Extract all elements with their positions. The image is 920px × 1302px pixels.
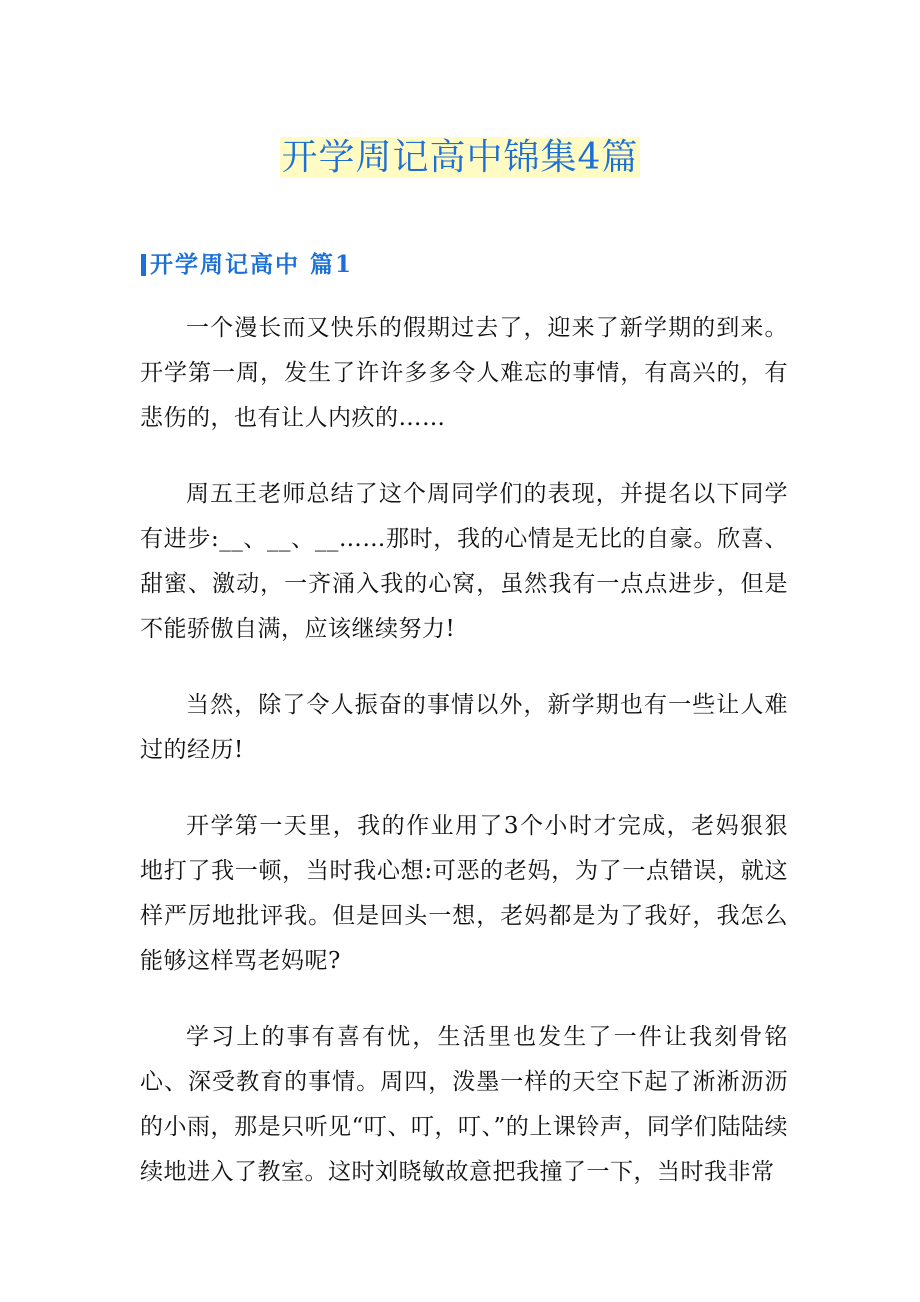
document-title-text: 开学周记高中锦集4篇 (281, 137, 639, 178)
paragraph: 当然，除了令人振奋的事情以外，新学期也有一些让人难过的经历! (140, 692, 788, 763)
paragraph: 学习上的事有喜有忧，生活里也发生了一件让我刻骨铭心、深受教育的事情。周四，泼墨一样的天空下起了淅淅沥沥的小雨，那是只听见“叮、叮，叮、”的上课铃声，同学们陆陆续续地进入了教室。这时刘晓敏故意把我撞了一下，当时我非常 (140, 1024, 788, 1185)
body-text (140, 306, 788, 1226)
section-heading (141, 248, 353, 282)
paragraph: 开学第一天里，我的作业用了3个小时才完成，老妈狠狠地打了我一顿，当时我心想:可恶的老妈，为了一点错误，就这样严厉地批评我。但是回头一想，老妈都是为了我好，我怎么能够这样骂老妈呢? (140, 813, 788, 974)
document-title (0, 132, 920, 184)
paragraph: 一个漫长而又快乐的假期过去了，迎来了新学期的到来。开学第一周，发生了许许多多令人难忘的事情，有高兴的，有悲伤的，也有让人内疚的…… (140, 315, 788, 431)
section-heading-text: 开学周记高中 篇1 (150, 251, 354, 278)
heading-marker-bar (141, 254, 146, 276)
paragraph: 周五王老师总结了这个周同学们的表现，并提名以下同学有进步:__、__、__……那时，我的心情是无比的自豪。欣喜、甜蜜、激动，一齐涌入我的心窝，虽然我有一点点进步，但是不能骄傲自满，应该继续努力! (140, 481, 788, 642)
